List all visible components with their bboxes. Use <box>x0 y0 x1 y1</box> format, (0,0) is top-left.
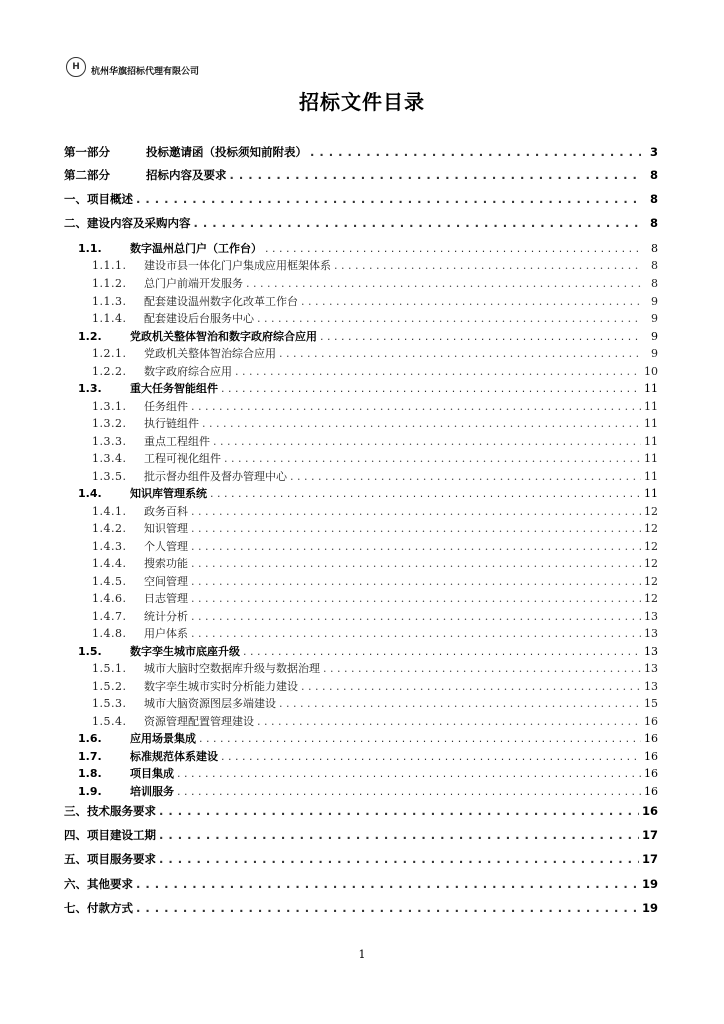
toc-entry-text: 招标内容及要求 <box>146 168 227 182</box>
toc-entry-page: 16 <box>644 750 658 763</box>
toc-entry-text: 资源管理配置管理建设 <box>144 715 254 728</box>
toc-entry-text: 数字孪生城市底座升级 <box>130 645 240 658</box>
toc-entry-number: 1.4.3. <box>92 540 127 553</box>
toc-entry[interactable] <box>92 625 658 641</box>
toc-entry-text: 任务组件 <box>144 400 188 413</box>
toc-entry[interactable] <box>92 573 658 589</box>
toc-entry[interactable] <box>64 144 658 160</box>
toc-entry-page: 9 <box>651 347 658 360</box>
toc-entry-text: 配套建设后台服务中心 <box>144 312 254 325</box>
toc-entry-number: 1.1.1. <box>92 259 127 272</box>
toc-leader-dots <box>310 145 641 159</box>
toc-entry-number: 1.4.8. <box>92 627 127 640</box>
toc-leader-dots <box>213 435 641 448</box>
toc-leader-dots <box>235 365 641 378</box>
toc-entry-number: 1.3.5. <box>92 470 127 483</box>
toc-entry-label <box>92 468 287 484</box>
toc-entry-label <box>92 590 188 606</box>
toc-leader-dots <box>191 592 641 605</box>
toc-leader-dots <box>301 295 641 308</box>
toc-leader-dots <box>221 750 641 763</box>
toc-entry-page: 9 <box>651 295 658 308</box>
toc-entry[interactable] <box>64 215 658 231</box>
toc-leader-dots <box>202 417 641 430</box>
toc-leader-dots <box>199 732 641 745</box>
toc-entry-number: 1.5.4. <box>92 715 127 728</box>
toc-leader-dots <box>191 557 641 570</box>
toc-entry-number: 1.1.3. <box>92 295 127 308</box>
toc-leader-dots <box>191 540 641 553</box>
toc-entry-number: 1.2.2. <box>92 365 127 378</box>
toc-entry-number: 1.9. <box>78 785 102 798</box>
toc-leader-dots <box>159 852 639 866</box>
toc-entry-label <box>78 748 218 764</box>
toc-entry-number: 1.8. <box>78 767 102 780</box>
toc-entry-page: 19 <box>641 901 658 915</box>
toc-leader-dots <box>191 522 641 535</box>
toc-entry-text: 工程可视化组件 <box>144 452 221 465</box>
toc-leader-dots <box>136 192 641 206</box>
toc-entry-number: 1.4.5. <box>92 575 127 588</box>
toc-entry[interactable] <box>92 275 658 291</box>
toc-entry[interactable] <box>92 293 658 309</box>
toc-entry-page: 11 <box>644 417 658 430</box>
toc-entry-page: 3 <box>649 145 658 159</box>
toc-entry-label <box>92 293 298 309</box>
toc-entry-page: 16 <box>644 732 658 745</box>
toc-entry[interactable] <box>64 876 658 892</box>
toc-entry-page: 13 <box>644 645 658 658</box>
toc-entry-page: 8 <box>651 277 658 290</box>
toc-entry-label <box>92 503 188 519</box>
toc-entry-label <box>78 765 174 781</box>
toc-leader-dots <box>191 400 641 413</box>
toc-entry-text: 日志管理 <box>144 592 188 605</box>
toc-entry-page: 15 <box>644 697 658 710</box>
toc-entry-page: 12 <box>644 592 658 605</box>
toc-entry-label <box>92 695 276 711</box>
toc-leader-dots <box>265 242 641 255</box>
toc-leader-dots <box>191 610 641 623</box>
toc-entry-number: 1.4.2. <box>92 522 127 535</box>
toc-entry-label <box>92 713 254 729</box>
toc-entry-text: 二、建设内容及采购内容 <box>64 216 191 230</box>
toc-leader-dots <box>191 575 641 588</box>
toc-entry-label <box>92 310 254 326</box>
page-number: 1 <box>358 948 366 961</box>
toc-entry-page: 16 <box>641 804 658 818</box>
toc-entry-text: 项目集成 <box>130 767 174 780</box>
toc-entry-page: 10 <box>644 365 658 378</box>
toc-entry-label <box>92 363 232 379</box>
toc-leader-dots <box>159 828 639 842</box>
toc-entry[interactable] <box>78 485 658 501</box>
toc-entry-text: 执行链组件 <box>144 417 199 430</box>
toc-entry-page: 12 <box>644 575 658 588</box>
toc-entry[interactable] <box>92 713 658 729</box>
toc-entry-page: 8 <box>651 259 658 272</box>
toc-entry[interactable] <box>78 380 658 396</box>
toc-entry-label <box>64 167 227 183</box>
toc-entry-number: 1.3.4. <box>92 452 127 465</box>
toc-leader-dots <box>136 901 639 915</box>
document-title: 招标文件目录 <box>299 90 425 114</box>
toc-entry-page: 11 <box>644 487 658 500</box>
toc-entry-number: 1.4.1. <box>92 505 127 518</box>
toc-leader-dots <box>136 877 639 891</box>
toc-entry-page: 8 <box>651 242 658 255</box>
toc-entry[interactable] <box>92 538 658 554</box>
toc-leader-dots <box>191 505 641 518</box>
toc-entry[interactable] <box>92 398 658 414</box>
toc-entry-text: 个人管理 <box>144 540 188 553</box>
toc-entry-text: 城市大脑时空数据库升级与数据治理 <box>144 662 320 675</box>
toc-entry[interactable] <box>78 643 658 659</box>
toc-entry-number: 1.2. <box>78 330 102 343</box>
toc-entry-page: 13 <box>644 662 658 675</box>
toc-entry-label <box>64 215 191 231</box>
toc-entry-text: 重大任务智能组件 <box>130 382 218 395</box>
toc-leader-dots <box>257 715 641 728</box>
toc-entry-label <box>92 345 276 361</box>
toc-entry[interactable] <box>92 345 658 361</box>
toc-entry-label <box>64 851 156 867</box>
toc-leader-dots <box>177 785 641 798</box>
toc-entry-label <box>92 678 298 694</box>
toc-entry-number: 1.1.2. <box>92 277 127 290</box>
toc-entry-text: 五、项目服务要求 <box>64 852 156 866</box>
toc-entry-page: 13 <box>644 627 658 640</box>
toc-leader-dots <box>243 645 641 658</box>
toc-entry-number: 第一部分 <box>64 145 110 159</box>
toc-entry-page: 12 <box>644 522 658 535</box>
toc-entry[interactable] <box>92 660 658 676</box>
toc-entry-text: 数字政府综合应用 <box>144 365 232 378</box>
toc-entry-text: 搜索功能 <box>144 557 188 570</box>
toc-entry-number: 1.7. <box>78 750 102 763</box>
toc-entry[interactable] <box>78 328 658 344</box>
toc-entry-text: 投标邀请函（投标须知前附表） <box>146 145 307 159</box>
toc-entry-number: 1.5. <box>78 645 102 658</box>
toc-leader-dots <box>246 277 641 290</box>
toc-entry-label <box>64 900 133 916</box>
toc-entry-page: 16 <box>644 715 658 728</box>
toc-entry-page: 12 <box>644 505 658 518</box>
toc-entry-text: 配套建设温州数字化改革工作台 <box>144 295 298 308</box>
toc-entry-number: 1.5.3. <box>92 697 127 710</box>
toc-leader-dots <box>257 312 641 325</box>
toc-entry-number: 1.3. <box>78 382 102 395</box>
toc-leader-dots <box>301 680 641 693</box>
toc-leader-dots <box>279 347 641 360</box>
toc-entry-text: 总门户前端开发服务 <box>144 277 243 290</box>
toc-leader-dots <box>290 470 641 483</box>
toc-entry-text: 应用场景集成 <box>130 732 196 745</box>
toc-entry-label <box>92 555 188 571</box>
toc-entry[interactable] <box>92 257 658 273</box>
toc-entry-text: 一、项目概述 <box>64 192 133 206</box>
toc-entry-number: 1.4. <box>78 487 102 500</box>
toc-entry-page: 19 <box>641 877 658 891</box>
toc-entry[interactable] <box>92 450 658 466</box>
toc-entry-number: 1.5.1. <box>92 662 127 675</box>
toc-entry-label <box>92 450 221 466</box>
toc-leader-dots <box>210 487 641 500</box>
toc-entry[interactable] <box>92 555 658 571</box>
toc-entry[interactable] <box>64 900 658 916</box>
toc-leader-dots <box>334 259 641 272</box>
toc-entry-text: 用户体系 <box>144 627 188 640</box>
toc-entry-number: 1.5.2. <box>92 680 127 693</box>
toc-entry-label <box>78 730 196 746</box>
toc-entry-number: 第二部分 <box>64 168 110 182</box>
toc-entry-number: 1.4.7. <box>92 610 127 623</box>
toc-entry[interactable] <box>64 851 658 867</box>
toc-entry-text: 七、付款方式 <box>64 901 133 915</box>
toc-entry-text: 重点工程组件 <box>144 435 210 448</box>
toc-leader-dots <box>224 452 641 465</box>
toc-entry-page: 13 <box>644 610 658 623</box>
toc-entry[interactable] <box>92 520 658 536</box>
toc-leader-dots <box>194 216 642 230</box>
toc-leader-dots <box>159 804 639 818</box>
toc-entry[interactable] <box>78 730 658 746</box>
toc-entry[interactable] <box>92 590 658 606</box>
toc-entry-text: 城市大脑资源图层多端建设 <box>144 697 276 710</box>
toc-leader-dots <box>191 627 641 640</box>
toc-entry-text: 三、技术服务要求 <box>64 804 156 818</box>
toc-entry-page: 17 <box>641 828 658 842</box>
toc-entry-page: 12 <box>644 540 658 553</box>
toc-entry-label <box>64 803 156 819</box>
toc-entry-label <box>78 380 218 396</box>
toc-entry[interactable] <box>78 765 658 781</box>
toc-entry-text: 政务百科 <box>144 505 188 518</box>
toc-entry-label <box>92 538 188 554</box>
toc-leader-dots <box>177 767 641 780</box>
toc-leader-dots <box>320 330 641 343</box>
toc-entry-page: 8 <box>649 216 658 230</box>
toc-entry-number: 1.2.1. <box>92 347 127 360</box>
toc-entry[interactable] <box>92 695 658 711</box>
toc-entry-page: 13 <box>644 680 658 693</box>
toc-entry-text: 标准规范体系建设 <box>130 750 218 763</box>
toc-entry-text: 六、其他要求 <box>64 877 133 891</box>
toc-entry-text: 知识管理 <box>144 522 188 535</box>
toc-entry-number: 1.4.4. <box>92 557 127 570</box>
toc-entry-page: 12 <box>644 557 658 570</box>
toc-entry-label <box>64 827 156 843</box>
toc-entry-label <box>92 433 210 449</box>
toc-entry-text: 党政机关整体智治和数字政府综合应用 <box>130 330 317 343</box>
toc-entry-text: 空间管理 <box>144 575 188 588</box>
toc-entry-page: 8 <box>649 168 658 182</box>
toc-entry-page: 9 <box>651 312 658 325</box>
toc-entry[interactable] <box>92 678 658 694</box>
toc-entry[interactable] <box>92 503 658 519</box>
toc-entry[interactable] <box>92 310 658 326</box>
toc-entry-label <box>78 783 174 799</box>
toc-entry[interactable] <box>64 167 658 183</box>
toc-entry-label <box>92 660 320 676</box>
toc-entry-label <box>92 573 188 589</box>
toc-entry-label <box>92 625 188 641</box>
toc-entry-label <box>92 398 188 414</box>
toc-leader-dots <box>221 382 641 395</box>
toc-leader-dots <box>323 662 641 675</box>
toc-entry-number: 1.3.1. <box>92 400 127 413</box>
toc-entry-number: 1.1.4. <box>92 312 127 325</box>
toc-entry-label <box>64 191 133 207</box>
company-name: 杭州华旗招标代理有限公司 <box>91 66 200 77</box>
toc-entry-page: 17 <box>641 852 658 866</box>
toc-entry-page: 11 <box>644 400 658 413</box>
toc-entry[interactable] <box>78 240 658 256</box>
toc-entry[interactable] <box>92 433 658 449</box>
toc-leader-dots <box>279 697 641 710</box>
toc-entry-label <box>92 257 331 273</box>
toc-entry[interactable] <box>64 191 658 207</box>
toc-entry-text: 批示督办组件及督办管理中心 <box>144 470 287 483</box>
toc-entry-number: 1.3.3. <box>92 435 127 448</box>
toc-entry-label <box>92 415 199 431</box>
toc-entry-page: 11 <box>644 470 658 483</box>
toc-entry-text: 培训服务 <box>130 785 174 798</box>
toc-entry-label <box>92 275 243 291</box>
toc-entry-page: 11 <box>644 435 658 448</box>
toc-entry-page: 8 <box>649 192 658 206</box>
toc-entry-text: 四、项目建设工期 <box>64 828 156 842</box>
toc-entry-number: 1.4.6. <box>92 592 127 605</box>
toc-entry-label <box>64 144 307 160</box>
toc-entry-number: 1.3.2. <box>92 417 127 430</box>
toc-entry-label <box>64 876 133 892</box>
toc-entry-label <box>78 643 240 659</box>
toc-entry-page: 11 <box>644 452 658 465</box>
toc-entry-page: 16 <box>644 767 658 780</box>
toc-entry[interactable] <box>92 468 658 484</box>
toc-entry[interactable] <box>92 608 658 624</box>
toc-entry[interactable] <box>92 415 658 431</box>
toc-entry-number: 1.6. <box>78 732 102 745</box>
toc-entry-text: 知识库管理系统 <box>130 487 207 500</box>
toc-entry-page: 16 <box>644 785 658 798</box>
toc-entry-text: 数字孪生城市实时分析能力建设 <box>144 680 298 693</box>
toc-leader-dots <box>230 168 642 182</box>
toc-entry-label <box>92 520 188 536</box>
toc-entry-label <box>78 328 317 344</box>
toc-entry-label <box>92 608 188 624</box>
toc-entry[interactable] <box>64 803 658 819</box>
toc-entry[interactable] <box>78 748 658 764</box>
toc-entry-text: 党政机关整体智治综合应用 <box>144 347 276 360</box>
toc-entry[interactable] <box>64 827 658 843</box>
logo-mark: H <box>72 62 80 72</box>
toc-entry-label <box>78 240 262 256</box>
toc-entry-page: 9 <box>651 330 658 343</box>
toc-entry-text: 建设市县一体化门户集成应用框架体系 <box>144 259 331 272</box>
toc-entry-label <box>78 485 207 501</box>
toc-entry[interactable] <box>92 363 658 379</box>
toc-entry-text: 数字温州总门户（工作台） <box>130 242 262 255</box>
toc-entry-page: 11 <box>644 382 658 395</box>
toc-entry-number: 1.1. <box>78 242 102 255</box>
toc-entry-text: 统计分析 <box>144 610 188 623</box>
toc-entry[interactable] <box>78 783 658 799</box>
